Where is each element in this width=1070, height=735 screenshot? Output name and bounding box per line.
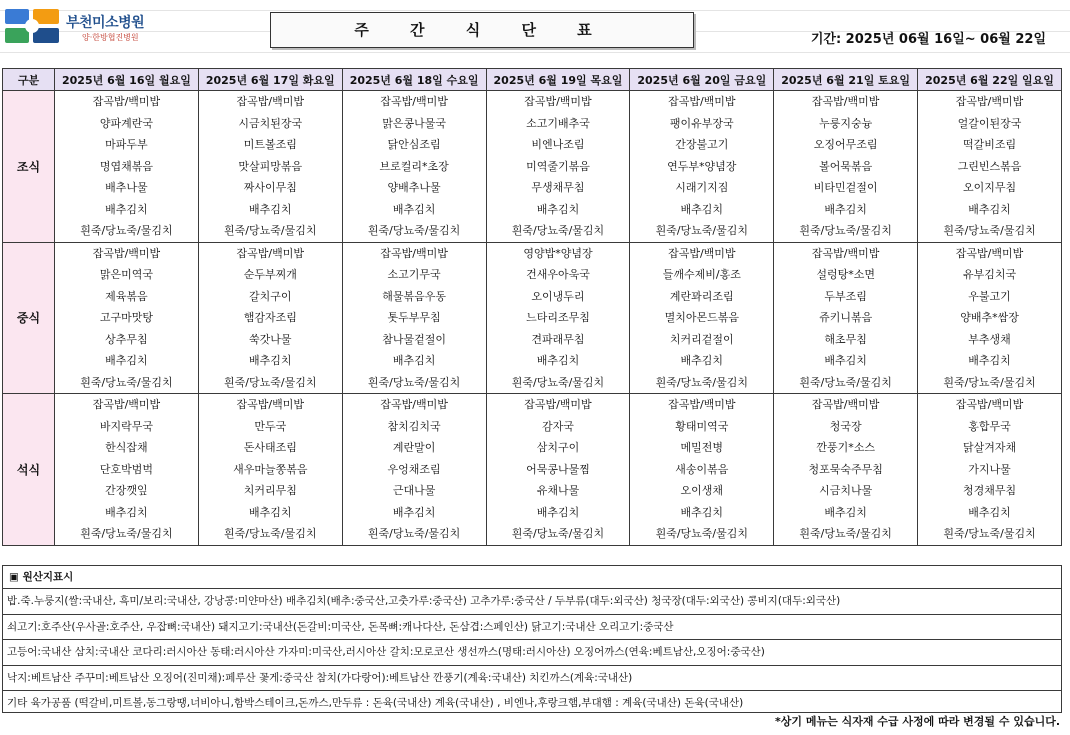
dish-item: 잡곡밥/백미밥 xyxy=(380,398,448,411)
menu-cell xyxy=(342,394,486,546)
dish-item: 잡곡밥/백미밥 xyxy=(92,398,161,411)
hospital-logo xyxy=(4,6,194,44)
dish-item: 얼갈이된장국 xyxy=(957,116,1022,130)
dish-item: 배추김치 xyxy=(968,202,1011,216)
dish-item: 해물볶음우동 xyxy=(382,289,446,303)
dish-item: 오징어무조림 xyxy=(813,138,878,151)
dish-item: 유채나물 xyxy=(536,484,580,497)
dish-item: 배추김치 xyxy=(680,202,724,216)
dish-item: 톳두부무침 xyxy=(387,311,441,324)
dish-item: 잡곡밥/백미밥 xyxy=(668,398,736,411)
day-header: 2025년 6월 17일 화요일 xyxy=(198,69,342,91)
dish-item: 양파계란국 xyxy=(99,116,153,130)
dish-item: 건새우아욱국 xyxy=(526,268,590,281)
dish-item: 비타민겉절이 xyxy=(813,181,878,194)
menu-cell xyxy=(918,242,1062,394)
dish-item: 닭안심조림 xyxy=(387,138,441,151)
dish-item: 팽이유부장국 xyxy=(669,116,734,130)
meal-row xyxy=(3,394,1062,546)
dish-item: 배추김치 xyxy=(392,354,436,367)
dish-item: 잡곡밥/백미밥 xyxy=(380,95,448,108)
dish-item: 흰죽/당뇨죽/물김치 xyxy=(943,224,1036,237)
dish-item: 견파래무침 xyxy=(531,332,585,346)
dish-item: 잡곡밥/백미밥 xyxy=(955,95,1024,108)
dish-item: 청포묵숙주무침 xyxy=(808,462,883,476)
page-header xyxy=(0,0,1070,62)
origin-row: 쇠고기:호주산(우사골:호주산, 우잡뼈:국내산) 돼지고기:국내산(돈갈비:미국산, 돈목뼈:캐나다산, 돈삼겹:스페인산) 닭고기:국내산 오리고기:중국산 xyxy=(3,615,1061,641)
dish-item: 우엉채조림 xyxy=(387,462,441,476)
dish-item: 흰죽/당뇨죽/물김치 xyxy=(799,224,892,237)
dish-item: 배추김치 xyxy=(105,354,148,367)
dish-item: 흰죽/당뇨죽/물김치 xyxy=(511,224,605,237)
origin-row: 낙지:베트남산 주꾸미:베트남산 오징어(진미채):페루산 꽃게:중국산 참치(가다랑어):베트남산 깐풍기(계육:국내산) 치킨까스(계육:국내산) xyxy=(3,666,1061,692)
dish-item: 배추김치 xyxy=(105,202,148,216)
dish-item: 배추김치 xyxy=(824,354,867,367)
dish-item: 배추김치 xyxy=(392,505,436,519)
dish-item: 잡곡밥/백미밥 xyxy=(811,246,880,260)
menu-cell xyxy=(774,91,918,243)
dish-item: 배추김치 xyxy=(824,202,867,216)
dish-item: 시금치된장국 xyxy=(238,116,303,130)
weekly-menu-table xyxy=(2,68,1062,546)
dish-item: 배추김치 xyxy=(536,202,580,216)
dish-item: 맑은콩나물국 xyxy=(382,116,446,130)
menu-cell xyxy=(774,242,918,394)
dish-item: 흰죽/당뇨죽/물김치 xyxy=(655,527,748,540)
dish-item: 브로컬리*초장 xyxy=(379,159,449,173)
menu-period: 기간: 2025년 06월 16일~ 06월 22일 xyxy=(810,32,1046,47)
dish-item: 잡곡밥/백미밥 xyxy=(955,246,1024,260)
origin-title: ▣ 원산지표시 xyxy=(3,566,1061,589)
dish-item: 잡곡밥/백미밥 xyxy=(236,95,304,108)
dish-item: 잡곡밥/백미밥 xyxy=(955,398,1024,411)
dish-item: 새우마늘쫑볶음 xyxy=(233,462,308,476)
menu-cell xyxy=(55,394,199,546)
menu-cell xyxy=(630,394,774,546)
dish-item: 삼치구이 xyxy=(536,441,580,454)
dish-item: 잡곡밥/백미밥 xyxy=(92,95,161,108)
dish-item: 오이생채 xyxy=(680,484,724,497)
dish-item: 연두부*양념장 xyxy=(667,159,737,173)
menu-cell xyxy=(342,91,486,243)
dish-item: 들깨수제비/홍조 xyxy=(662,268,741,281)
menu-cell xyxy=(630,242,774,394)
dish-item: 흰죽/당뇨죽/물김치 xyxy=(799,375,892,389)
dish-item: 시래기지짐 xyxy=(675,181,729,194)
origin-row: 기타 육가공품 (떡갈비,미트볼,동그랑땡,너비아니,함박스테이크,돈까스,만두류 : 돈육(국내산) 계육(국내산) , 비엔나,후랑크햄,부대햄 : 계육(국내산) 돈육(국내산) xyxy=(7,697,744,709)
dish-item: 마파두부 xyxy=(105,138,148,151)
dish-item: 잡곡밥/백미밥 xyxy=(668,246,736,260)
dish-item: 청경채무침 xyxy=(962,484,1017,497)
dish-item: 잡곡밥/백미밥 xyxy=(92,246,161,260)
corner-header: 구분 xyxy=(3,69,55,91)
dish-item: 흰죽/당뇨죽/물김치 xyxy=(655,224,748,237)
dish-item: 맛살피망볶음 xyxy=(238,159,303,173)
meal-row xyxy=(3,91,1062,243)
dish-item: 맑은미역국 xyxy=(99,268,153,281)
dish-item: 한식잡채 xyxy=(105,441,148,454)
dish-item: 짜사이무침 xyxy=(243,181,297,194)
dish-item: 흰죽/당뇨죽/물김치 xyxy=(943,375,1036,389)
dish-item: 배추김치 xyxy=(968,505,1011,519)
dish-item: 배추김치 xyxy=(249,505,292,519)
dish-item: 느타리조무침 xyxy=(526,311,590,324)
dish-item: 배추김치 xyxy=(824,505,867,519)
dish-item: 계란말이 xyxy=(392,441,436,454)
dish-item: 고구마맛탕 xyxy=(99,311,153,324)
dish-item: 흰죽/당뇨죽/물김치 xyxy=(511,375,605,389)
menu-cell xyxy=(918,394,1062,546)
dish-item: 가지나물 xyxy=(968,462,1011,476)
day-header: 2025년 6월 21일 토요일 xyxy=(774,69,918,91)
dish-item: 흰죽/당뇨죽/물김치 xyxy=(367,527,461,540)
menu-cell xyxy=(198,394,342,546)
dish-item: 잡곡밥/백미밥 xyxy=(524,95,592,108)
dish-item: 양배추나물 xyxy=(387,181,441,194)
dish-item: 잡곡밥/백미밥 xyxy=(380,246,448,260)
dish-item: 잡곡밥/백미밥 xyxy=(811,398,880,411)
dish-item: 오이지무침 xyxy=(962,181,1017,194)
dish-item: 흰죽/당뇨죽/물김치 xyxy=(80,375,173,389)
origin-row: 고등어:국내산 삼치:국내산 코다리:러시아산 동태:러시아산 가자미:미국산,러시아산 갈치:모로코산 생선까스(명태:러시아산) 오징어까스(연육:베트남산,오징어:중국산) xyxy=(3,640,1061,666)
dish-item: 멸치아몬드볶음 xyxy=(664,311,739,324)
dish-item: 치커리무침 xyxy=(243,484,297,497)
origin-section xyxy=(2,565,1062,713)
dish-item: 그린빈스볶음 xyxy=(957,159,1022,173)
menu-cell xyxy=(55,242,199,394)
menu-cell xyxy=(486,242,630,394)
meal-label: 중식 xyxy=(3,242,55,394)
dish-item: 소고기무국 xyxy=(387,268,441,281)
dish-item: 배추김치 xyxy=(392,202,436,216)
dish-item: 순두부찌개 xyxy=(243,268,297,281)
dish-item: 흰죽/당뇨죽/물김치 xyxy=(224,527,317,540)
dish-item: 감자국 xyxy=(542,419,574,433)
dish-item: 설렁탕*소면 xyxy=(816,268,875,281)
dish-item: 배추김치 xyxy=(249,354,292,367)
meal-label: 석식 xyxy=(3,394,55,546)
dish-item: 배추김치 xyxy=(968,354,1011,367)
dish-item: 새송이볶음 xyxy=(675,462,729,476)
menu-cell xyxy=(55,91,199,243)
dish-item: 오이냉두리 xyxy=(531,289,585,303)
dish-item: 청국장 xyxy=(829,419,862,433)
dish-item: 흰죽/당뇨죽/물김치 xyxy=(943,527,1036,540)
dish-item: 갈치구이 xyxy=(249,289,292,303)
dish-item: 흰죽/당뇨죽/물김치 xyxy=(367,224,461,237)
dish-item: 어묵콩나물찜 xyxy=(526,462,590,476)
dish-item: 잡곡밥/백미밥 xyxy=(524,398,592,411)
dish-item: 비엔나조림 xyxy=(531,138,585,151)
dish-item: 배추김치 xyxy=(680,505,724,519)
dish-item: 흰죽/당뇨죽/물김치 xyxy=(655,375,748,389)
dish-item: 홍합무국 xyxy=(968,419,1011,433)
dish-item: 유부김치국 xyxy=(962,268,1017,281)
menu-cell xyxy=(486,394,630,546)
dish-item: 흰죽/당뇨죽/물김치 xyxy=(224,224,317,237)
logo-mark-icon xyxy=(4,8,60,44)
dish-item: 만두국 xyxy=(254,419,287,433)
menu-cell xyxy=(198,91,342,243)
hospital-subtitle: 양·한방협진병원 xyxy=(82,33,139,42)
dish-item: 근대나물 xyxy=(392,484,436,497)
dish-item: 해초무침 xyxy=(824,332,867,346)
meal-label: 조식 xyxy=(3,91,55,243)
dish-item: 치커리겉절이 xyxy=(669,332,734,346)
dish-item: 배추김치 xyxy=(680,354,724,367)
dish-item: 돈사태조림 xyxy=(243,441,297,454)
dish-item: 간장깻잎 xyxy=(105,484,148,497)
dish-item: 배추김치 xyxy=(536,354,580,367)
dish-item: 햄감자조림 xyxy=(243,311,297,324)
dish-item: 단호박범벅 xyxy=(99,462,153,476)
dish-item: 양배추*쌈장 xyxy=(960,311,1019,324)
page-title: 주 간 식 단 표 xyxy=(270,12,694,48)
dish-item: 배추김치 xyxy=(249,202,292,216)
dish-item: 흰죽/당뇨죽/물김치 xyxy=(367,375,461,389)
dish-item: 상추무침 xyxy=(105,332,148,346)
dish-item: 깐풍기*소스 xyxy=(816,441,875,454)
menu-change-notice: *상기 메뉴는 식자재 수급 사정에 따라 변경될 수 있습니다. xyxy=(775,715,1060,728)
day-header: 2025년 6월 16일 월요일 xyxy=(55,69,199,91)
hospital-name: 부천미소병원 xyxy=(66,15,145,31)
dish-item: 흰죽/당뇨죽/물김치 xyxy=(80,224,173,237)
dish-item: 누룽지숭늉 xyxy=(819,116,873,130)
dish-item: 참나물겉절이 xyxy=(382,332,446,346)
dish-item: 미트볼조림 xyxy=(243,138,297,151)
day-header: 2025년 6월 20일 금요일 xyxy=(630,69,774,91)
dish-item: 메밀전병 xyxy=(680,441,724,454)
dish-item: 볼어묵볶음 xyxy=(819,159,873,173)
dish-item: 명엽채볶음 xyxy=(99,159,153,173)
dish-item: 잡곡밥/백미밥 xyxy=(236,398,304,411)
dish-item: 배추김치 xyxy=(536,505,580,519)
meal-row xyxy=(3,242,1062,394)
dish-item: 바지락무국 xyxy=(99,419,153,433)
dish-item: 간장불고기 xyxy=(675,138,729,151)
dish-item: 흰죽/당뇨죽/물김치 xyxy=(511,527,605,540)
dish-item: 잡곡밥/백미밥 xyxy=(236,246,304,260)
dish-item: 흰죽/당뇨죽/물김치 xyxy=(224,375,317,389)
dish-item: 참치김치국 xyxy=(387,419,441,433)
menu-cell xyxy=(198,242,342,394)
day-header: 2025년 6월 22일 일요일 xyxy=(918,69,1062,91)
dish-item: 두부조림 xyxy=(824,289,867,303)
dish-item: 흰죽/당뇨죽/물김치 xyxy=(80,527,173,540)
table-header-row xyxy=(3,69,1062,91)
sheet-gridline xyxy=(0,52,1070,53)
dish-item: 시금치나물 xyxy=(819,484,873,497)
dish-item: 잡곡밥/백미밥 xyxy=(811,95,880,108)
dish-item: 부추생채 xyxy=(968,332,1011,346)
menu-cell xyxy=(342,242,486,394)
dish-item: 쥬키니볶음 xyxy=(819,311,873,324)
dish-item: 황태미역국 xyxy=(675,419,729,433)
menu-cell xyxy=(630,91,774,243)
dish-item: 영양밥*양념장 xyxy=(523,246,593,260)
dish-item: 배추김치 xyxy=(105,505,148,519)
dish-item: 흰죽/당뇨죽/물김치 xyxy=(799,527,892,540)
dish-item: 미역줄기볶음 xyxy=(526,159,590,173)
origin-row: 밥.죽.누룽지(쌀:국내산, 흑미/보리:국내산, 강낭콩:미얀마산) 배추김치(배추:중국산,고춧가루:중국산) 고추가루:중국산 / 두부류(대두:외국산) 청국장(대두:외국산) 콩비지(대두:외국산) xyxy=(3,589,1061,615)
dish-item: 닭살겨자채 xyxy=(962,441,1017,454)
dish-item: 잡곡밥/백미밥 xyxy=(668,95,736,108)
dish-item: 제육볶음 xyxy=(105,289,148,303)
dish-item: 계란꽈리조림 xyxy=(669,289,734,303)
dish-item: 우불고기 xyxy=(968,289,1011,303)
dish-item: 소고기배추국 xyxy=(526,116,590,130)
dish-item: 무생채무침 xyxy=(531,181,585,194)
menu-cell xyxy=(774,394,918,546)
dish-item: 배추나물 xyxy=(105,181,148,194)
day-header: 2025년 6월 19일 목요일 xyxy=(486,69,630,91)
menu-cell xyxy=(918,91,1062,243)
menu-cell xyxy=(486,91,630,243)
dish-item: 떡갈비조림 xyxy=(962,138,1017,151)
day-header: 2025년 6월 18일 수요일 xyxy=(342,69,486,91)
dish-item: 쑥갓나물 xyxy=(249,332,292,346)
